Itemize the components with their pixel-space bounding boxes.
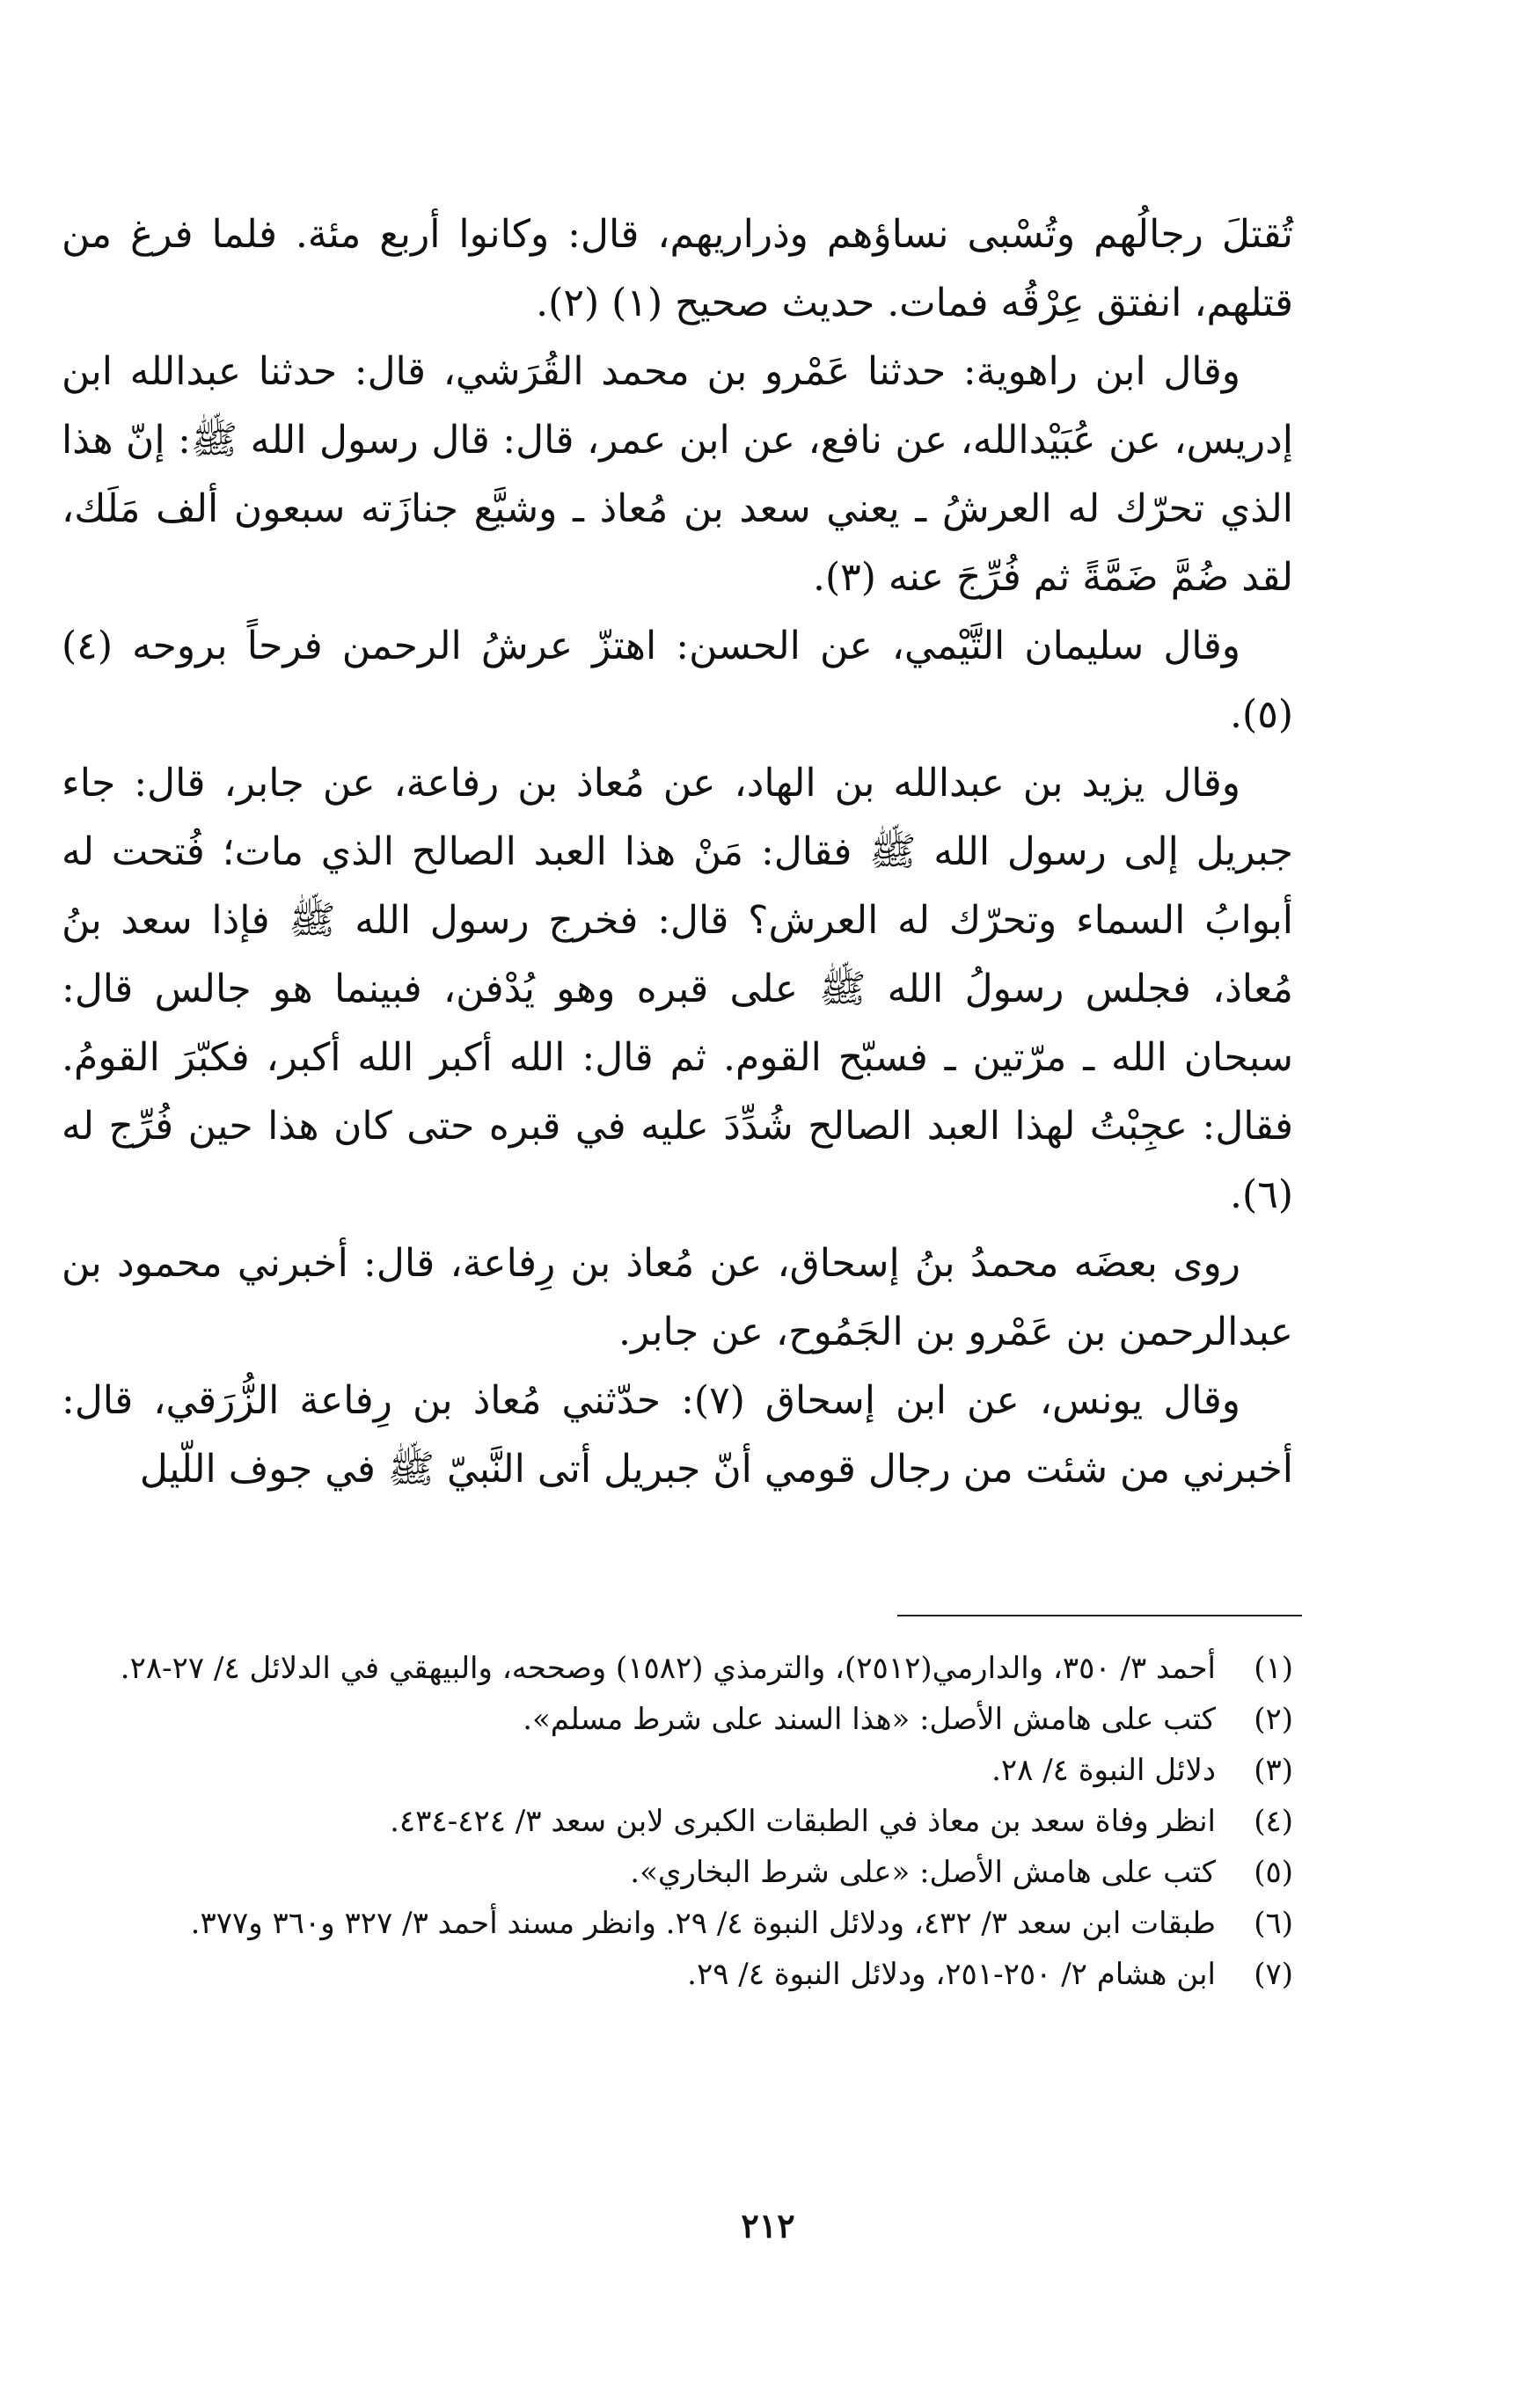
footnote-text: ابن هشام ٢/ ٢٥٠-٢٥١، ودلائل النبوة ٤/ ٢٩. xyxy=(687,1957,1216,1992)
paragraph-6: وقال يونس، عن ابن إسحاق (٧): حدّثني مُعاذ بن رِفاعة الزُّرَقي، قال: أخبرني من شئت من رجال قومي أنّ جبريل أتى النَّبيّ ﷺ في جوف اللّيل xyxy=(62,1378,1293,1492)
footnote-divider xyxy=(897,1615,1302,1616)
paragraph-3: وقال سليمان التَّيْمي، عن الحسن: اهتزّ عرشُ الرحمن فرحاً بروحه (٤) (٥). xyxy=(62,624,1293,737)
paragraph-1: تُقتلَ رجالُهم وتُسْبى نساؤهم وذراريهم، قال: وكانوا أربع مئة. فلما فرغ من قتلهم، انفتق عِرْقُه فمات. حديث صحيح (١) (٢). xyxy=(62,212,1293,325)
footnote-text: دلائل النبوة ٤/ ٢٨. xyxy=(991,1753,1216,1788)
footnotes xyxy=(62,1643,1293,2000)
footnote-number: (٤) xyxy=(1254,1804,1293,1839)
page-number: ٢١٢ xyxy=(741,2206,795,2245)
footnote-1 xyxy=(62,1643,1293,1694)
footnote-4 xyxy=(62,1796,1293,1847)
footnote-text: انظر وفاة سعد بن معاذ في الطبقات الكبرى لابن سعد ٣/ ٤٢٤-٤٣٤. xyxy=(390,1804,1216,1839)
main-text xyxy=(62,201,1293,1504)
paragraph-5: روى بعضَه محمدُ بنُ إسحاق، عن مُعاذ بن رِفاعة، قال: أخبرني محمود بن عبدالرحمن بن عَمْرو بن الجَمُوح، عن جابر. xyxy=(62,1241,1293,1354)
footnote-5 xyxy=(62,1847,1293,1898)
footnote-2 xyxy=(62,1694,1293,1745)
footnote-number: (٣) xyxy=(1254,1753,1293,1788)
footnote-number: (٢) xyxy=(1254,1702,1293,1737)
footnote-7 xyxy=(62,1949,1293,2000)
footnote-number: (٥) xyxy=(1254,1855,1293,1890)
footnote-number: (٧) xyxy=(1254,1957,1293,1992)
paragraph-4: وقال يزيد بن عبدالله بن الهاد، عن مُعاذ بن رفاعة، عن جابر، قال: جاء جبريل إلى رسول الله ﷺ فقال: مَنْ هذا العبد الصالح الذي مات؛ فُتحت له أبوابُ السماء وتحرّك له العرش؟ قال: فخرج رسول الله ﷺ فإذا سعد بنُ مُعاذ، فجلس رسولُ الله ﷺ على قبره وهو يُدْفن، فبينما هو جالس قال: سبحان الله ـ مرّتين ـ فسبّح القوم. ثم قال: الله أكبر الله أكبر، فكبّرَ القومُ. فقال: عجِبْتُ لهذا العبد الصالح شُدِّدَ عليه في قبره حتى كان هذا حين فُرِّج له (٦). xyxy=(62,761,1293,1217)
footnote-number: (٦) xyxy=(1254,1906,1293,1941)
footnote-text: كتب على هامش الأصل: «على شرط البخاري». xyxy=(630,1855,1216,1890)
footnote-text: طبقات ابن سعد ٣/ ٤٣٢، ودلائل النبوة ٤/ ٢٩. وانظر مسند أحمد ٣/ ٣٢٧ و٣٦٠ و٣٧٧. xyxy=(190,1906,1216,1941)
footnote-6 xyxy=(62,1898,1293,1949)
footnote-number: (١) xyxy=(1254,1651,1293,1686)
footnote-3 xyxy=(62,1745,1293,1796)
paragraph-2: وقال ابن راهوية: حدثنا عَمْرو بن محمد القُرَشي، قال: حدثنا عبدالله ابن إدريس، عن عُبَيْدالله، عن نافع، عن ابن عمر، قال: قال رسول الله ﷺ: إنّ هذا الذي تحرّك له العرشُ ـ يعني سعد بن مُعاذ ـ وشيَّع جنازَته سبعون ألف مَلَك، لقد ضُمَّ ضَمَّةً ثم فُرِّجَ عنه (٣). xyxy=(62,349,1293,600)
footnote-text: أحمد ٣/ ٣٥٠، والدارمي(٢٥١٢)، والترمذي (١٥٨٢) وصححه، والبيهقي في الدلائل ٤/ ٢٧-٢٨. xyxy=(120,1651,1216,1686)
footnote-text: كتب على هامش الأصل: «هذا السند على شرط مسلم». xyxy=(523,1702,1216,1737)
